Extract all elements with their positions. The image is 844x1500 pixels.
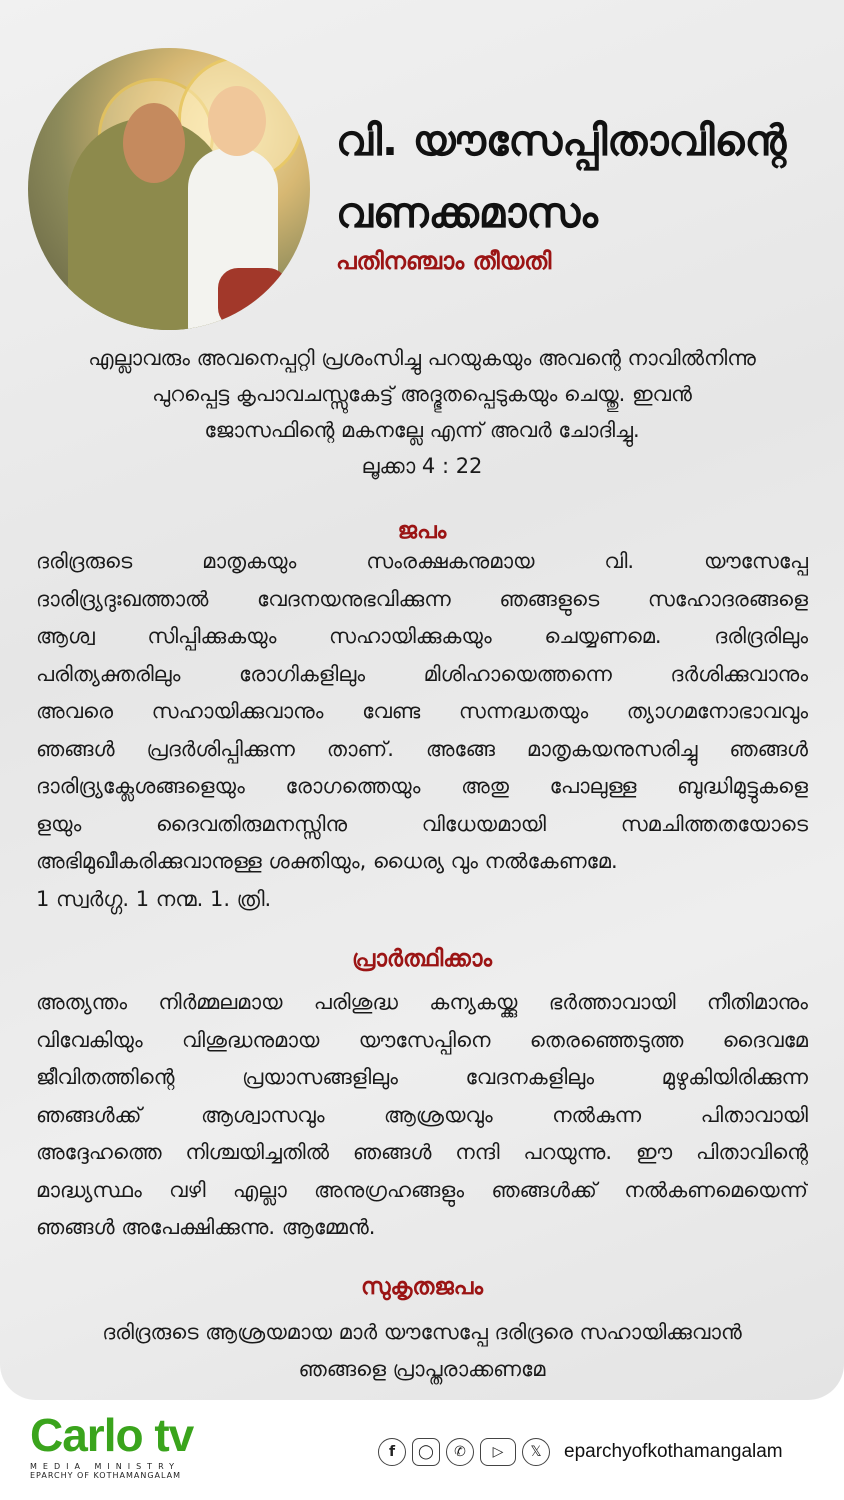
prayer-line: അദ്ദേഹത്തെ നിശ്ചയിച്ചതിൽ ഞങ്ങൾ നന്ദി പറയുന്നു. ഈ പിതാവിന്റെ [36,1140,808,1164]
page-subtitle: പതിനഞ്ചാം തീയതി [336,247,552,275]
x-icon[interactable]: 𝕏 [522,1438,550,1466]
prayer-line: ദാരിദ്ര്യദുഃഖത്താൽ വേദനയനുഭവിക്കുന്ന ഞങ്ങളുടെ സഹോദരങ്ങളെ [36,586,808,611]
ejaculation-line: ദരിദ്രരുടെ ആശ്രയമായ മാർ യൗസേപ്പേ ദരിദ്രരെ സഹായിക്കുവാൻ [102,1320,742,1344]
let-us-pray-text [36,984,808,1247]
title-line-2: വണക്കമാസം [336,188,598,237]
quote-line: പുറപ്പെട്ട കൃപാവചസ്സുകേട്ട് അദ്ഭുതപ്പെടുകയും ചെയ്തു. ഇവൻ [152,382,692,406]
logo-subtitle-2: EPARCHY OF KOTHAMANGALAM [30,1471,181,1480]
ejaculation-line: ഞങ്ങളെ പ്രാപ്തരാക്കണമേ [298,1357,546,1381]
social-handle: eparchyofkothamangalam [564,1441,783,1462]
prayer-line: അവരെ സഹായിക്കുവാനും വേണ്ട സന്നദ്ധതയും ത്യാഗമനോഭാവവും [36,699,808,723]
st-joseph-portrait [28,48,310,330]
prayer-line: ഞങ്ങൾ അപേക്ഷിക്കുന്നു. ആമ്മേൻ. [36,1215,376,1239]
social-links [378,1438,783,1466]
prayer-line: മാദ്ധ്യസ്ഥം വഴി എല്ലാ അനുഗ്രഹങ്ങളും ഞങ്ങൾക്ക് നൽകണമെയെന്ന് [36,1177,808,1202]
quote-line: ജോസഫിന്റെ മകനല്ലേ എന്ന് അവർ ചോദിച്ചു. [204,418,640,442]
prayer-line: ഞങ്ങൾ പ്രദർശിപ്പിക്കുന്ന താണ്. അങ്ങേ മാതൃകയനുസരിച്ചു ഞങ്ങൾ [36,736,808,761]
prayer-line: ദരിദ്രരുടെ മാതൃകയും സംരക്ഷകനുമായ വി. യൗസേപ്പേ [36,549,808,573]
prayer-line: ജീവിതത്തിന്റെ പ്രയാസങ്ങളിലും വേദനകളിലും മുഴുകിയിരിക്കുന്ന [36,1065,808,1089]
prayer-line: ആശ്വ സിപ്പിക്കുകയും സഹായിക്കുകയും ചെയ്യണമെ. ദരിദ്രരിലും [36,624,808,648]
ejaculation-heading: സുകൃതജപം [361,1274,483,1300]
quote-reference: ലൂക്കാ 4 : 22 [361,454,483,478]
prayer-line: അഭിമുഖീകരിക്കുവാനുള്ള ശക്തിയും, ധൈര്യ വും നൽകേണമേ. [36,849,618,873]
facebook-icon[interactable]: f [378,1438,406,1466]
carlo-tv-logo [30,1410,193,1480]
page-title [336,105,786,249]
whatsapp-icon[interactable]: ✆ [446,1438,474,1466]
prayer-line: ളയും ദൈവതിരുമനസ്സിനു വിധേയമായി സമചിത്തതയോടെ [36,811,808,836]
prayer-line: ഞങ്ങൾക്ക് ആശ്വാസവും ആശ്രയവും നൽകുന്ന പിതാവായി [36,1102,808,1127]
logo-subtitle: MEDIA MINISTRY [30,1462,180,1471]
prayer-heading: ജപം [397,518,447,544]
prayer-line: ദാരിദ്ര്യക്ലേശങ്ങളെയും രോഗത്തെയും അതു പോലുള്ള ബുദ്ധിമുട്ടുകളെ [36,774,808,798]
prayer-text [36,543,808,918]
youtube-icon[interactable]: ▷ [480,1438,516,1466]
title-line-1: വി. യൗസേപ്പിതാവിന്റെ [336,116,787,165]
quote-line: എല്ലാവരും അവനെപ്പറ്റി പ്രശംസിച്ചു പറയുകയും അവന്റെ നാവിൽനിന്നു [88,346,756,370]
let-us-pray-heading: പ്രാർത്ഥിക്കാം [352,946,492,972]
prayer-line: അത്യന്തം നിർമ്മലമായ പരിശുദ്ധ കന്യകയ്ക്കു ഭർത്താവായി നീതിമാനും [36,990,808,1014]
prayer-line: വിവേകിയും വിശുദ്ധനുമായ യൗസേപ്പിനെ തെരഞ്ഞെടുത്ത ദൈവമേ [36,1027,808,1052]
ejaculation-text [30,1314,814,1388]
bible-quote [30,340,814,484]
logo-text: Carlo tv [30,1409,194,1461]
instagram-icon[interactable]: ◯ [412,1438,440,1466]
prayer-count: 1 സ്വർഗ്ഗ. 1 നന്മ. 1. ത്രി. [36,886,272,911]
prayer-line: പരിത്യക്തരിലും രോഗികളിലും മിശിഹായെത്തന്നെ ദർശിക്കുവാനും [36,661,808,686]
